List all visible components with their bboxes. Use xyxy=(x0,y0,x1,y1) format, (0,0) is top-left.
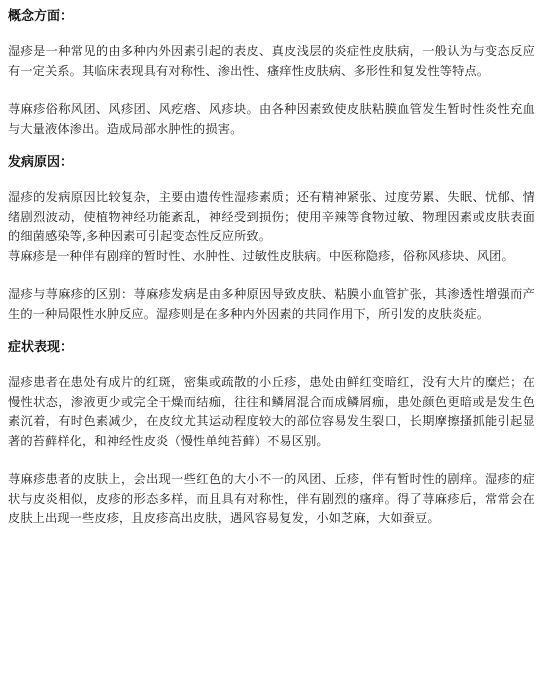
section-heading-cause: 发病原因： xyxy=(8,155,74,170)
section-heading-concept: 概念方面： xyxy=(8,9,74,24)
paragraph-urticaria-symptom: 荨麻疹患者的皮肤上，会出现一些红色的大小不一的风团、丘疹，伴有暂时性的剧痒。湿疹的症状与皮炎相似，皮疹的形态多样，而且具有对称性，伴有剧烈的瘙痒。得了荨麻疹后，常常会在皮肤上出现一些皮疹，且皮疹高出皮肤，遇风容易复发，小如芝麻，大如蚕豆。 xyxy=(8,472,535,525)
section-heading-symptom: 症状表现： xyxy=(8,340,74,355)
paragraph-urticaria-definition: 荨麻疹俗称风团、风疹团、风疙瘩、风疹块。由各种因素致使皮肤粘膜血管发生暂时性炎性充血与大量液体渗出。造成局部水肿性的损害。 xyxy=(8,102,535,136)
paragraph-urticaria-cause: 荨麻疹是一种伴有剧痒的暂时性、水肿性、过敏性皮肤病。中医称隐疹，俗称风疹块、风团。 xyxy=(8,248,514,263)
paragraph-eczema-symptom: 湿疹患者在患处有成片的红斑，密集或疏散的小丘疹，患处由鲜红变暗红，没有大片的糜烂；在慢性状态，渗液更少或完全干燥而结痂，往往和鳞屑混合而成鳞屑痂，患处颜色更暗或是发生色素沉着，有时色素减少，在皮纹尤其运动程度较大的部位容易发生裂口，长期摩擦搔抓能引起显著的苔藓样化，和神经性皮炎（慢性单纯苔藓）不易区别。 xyxy=(8,375,535,448)
paragraph-eczema-definition: 湿疹是一种常见的由多种内外因素引起的表皮、真皮浅层的炎症性皮肤病，一般认为与变态反应有一定关系。其临床表现具有对称性、渗出性、瘙痒性皮肤病、多形性和复发性等特点。 xyxy=(8,44,535,78)
paragraph-difference: 湿疹与荨麻疹的区别：荨麻疹发病是由多种原因导致皮肤、粘膜小血管扩张，其渗透性增强而产生的一种局限性水肿反应。湿疹则是在多种内外因素的共同作用下，所引发的皮肤炎症。 xyxy=(8,287,535,321)
paragraph-eczema-cause: 湿疹的发病原因比较复杂，主要由遗传性湿疹素质；还有精神紧张、过度劳累、失眠、忧郁、情绪剧烈波动，使植物神经功能紊乱，神经受到损伤；使用辛辣等食物过敏、物理因素或皮肤表面的细菌感染等,多种因素可引起变态性反应所致。 xyxy=(8,190,535,243)
